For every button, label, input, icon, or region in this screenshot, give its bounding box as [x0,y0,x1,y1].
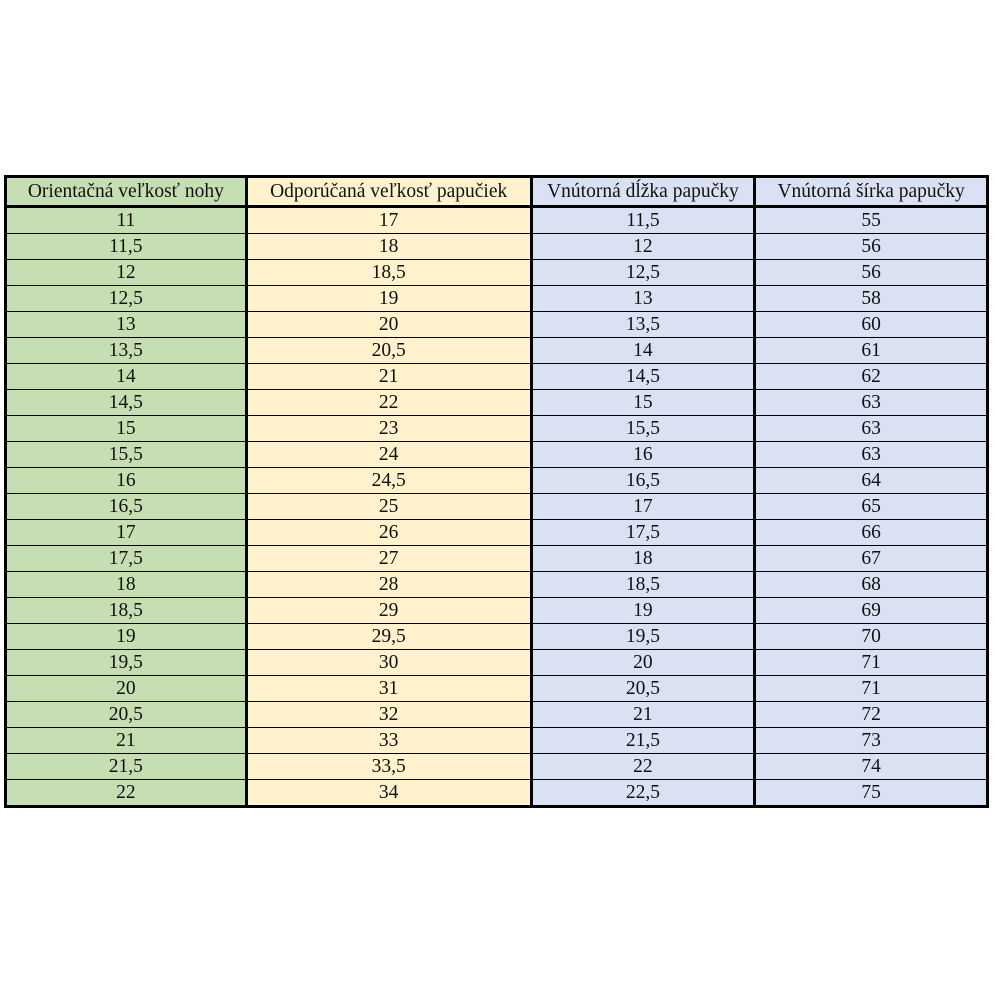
cell-inner-width: 70 [755,624,988,650]
cell-inner-length: 22,5 [531,780,755,807]
table-header [6,177,988,207]
cell-inner-width: 68 [755,572,988,598]
cell-inner-length: 20 [531,650,755,676]
cell-slipper-size: 18,5 [246,260,531,286]
cell-foot-size: 17 [6,520,247,546]
table-row [6,624,988,650]
cell-inner-width: 63 [755,442,988,468]
cell-inner-width: 73 [755,728,988,754]
cell-slipper-size: 24,5 [246,468,531,494]
table-row [6,234,988,260]
cell-inner-width: 66 [755,520,988,546]
cell-inner-length: 18,5 [531,572,755,598]
table-row [6,390,988,416]
cell-inner-width: 63 [755,390,988,416]
cell-foot-size: 11,5 [6,234,247,260]
header-inner-length: Vnútorná dĺžka papučky [531,177,755,207]
cell-inner-width: 56 [755,260,988,286]
cell-slipper-size: 24 [246,442,531,468]
table-body [6,207,988,807]
cell-foot-size: 12,5 [6,286,247,312]
cell-slipper-size: 25 [246,494,531,520]
cell-inner-width: 71 [755,650,988,676]
cell-inner-width: 67 [755,546,988,572]
cell-slipper-size: 19 [246,286,531,312]
cell-inner-length: 12 [531,234,755,260]
cell-foot-size: 19,5 [6,650,247,676]
cell-slipper-size: 32 [246,702,531,728]
table-row [6,702,988,728]
cell-inner-length: 12,5 [531,260,755,286]
cell-foot-size: 20,5 [6,702,247,728]
table-row [6,520,988,546]
cell-slipper-size: 30 [246,650,531,676]
cell-inner-length: 15,5 [531,416,755,442]
table-row [6,754,988,780]
cell-slipper-size: 29,5 [246,624,531,650]
cell-inner-length: 19 [531,598,755,624]
cell-inner-length: 17,5 [531,520,755,546]
cell-slipper-size: 31 [246,676,531,702]
cell-foot-size: 17,5 [6,546,247,572]
cell-inner-width: 75 [755,780,988,807]
cell-foot-size: 14 [6,364,247,390]
cell-inner-length: 13,5 [531,312,755,338]
cell-slipper-size: 20,5 [246,338,531,364]
cell-inner-length: 17 [531,494,755,520]
cell-slipper-size: 23 [246,416,531,442]
cell-slipper-size: 33 [246,728,531,754]
cell-inner-length: 21 [531,702,755,728]
table-row [6,442,988,468]
cell-slipper-size: 20 [246,312,531,338]
table-row [6,780,988,807]
cell-inner-length: 11,5 [531,207,755,234]
cell-slipper-size: 17 [246,207,531,234]
table-row [6,207,988,234]
cell-inner-width: 62 [755,364,988,390]
cell-slipper-size: 21 [246,364,531,390]
cell-slipper-size: 18 [246,234,531,260]
cell-slipper-size: 34 [246,780,531,807]
cell-foot-size: 14,5 [6,390,247,416]
cell-foot-size: 16 [6,468,247,494]
cell-inner-width: 65 [755,494,988,520]
table-row [6,286,988,312]
table-row [6,598,988,624]
cell-inner-length: 18 [531,546,755,572]
header-foot-size: Orientačná veľkosť nohy [6,177,247,207]
cell-foot-size: 15 [6,416,247,442]
cell-foot-size: 19 [6,624,247,650]
cell-inner-length: 20,5 [531,676,755,702]
table-row [6,416,988,442]
cell-inner-length: 16,5 [531,468,755,494]
table-row [6,650,988,676]
header-row [6,177,988,207]
table-row [6,364,988,390]
cell-inner-width: 64 [755,468,988,494]
cell-foot-size: 11 [6,207,247,234]
table-row [6,312,988,338]
cell-inner-width: 60 [755,312,988,338]
cell-foot-size: 13,5 [6,338,247,364]
cell-slipper-size: 26 [246,520,531,546]
cell-foot-size: 20 [6,676,247,702]
table-row [6,494,988,520]
cell-inner-width: 69 [755,598,988,624]
cell-slipper-size: 28 [246,572,531,598]
cell-inner-width: 63 [755,416,988,442]
cell-foot-size: 16,5 [6,494,247,520]
table-row [6,260,988,286]
cell-inner-length: 19,5 [531,624,755,650]
header-inner-width: Vnútorná šírka papučky [755,177,988,207]
cell-foot-size: 18,5 [6,598,247,624]
cell-foot-size: 21,5 [6,754,247,780]
cell-inner-width: 61 [755,338,988,364]
cell-foot-size: 12 [6,260,247,286]
cell-inner-width: 56 [755,234,988,260]
table-row [6,728,988,754]
cell-foot-size: 21 [6,728,247,754]
cell-inner-length: 16 [531,442,755,468]
header-recommended-slipper-size: Odporúčaná veľkosť papučiek [246,177,531,207]
cell-slipper-size: 27 [246,546,531,572]
cell-foot-size: 18 [6,572,247,598]
cell-inner-width: 55 [755,207,988,234]
cell-foot-size: 15,5 [6,442,247,468]
cell-inner-length: 13 [531,286,755,312]
cell-foot-size: 13 [6,312,247,338]
cell-inner-length: 14 [531,338,755,364]
table-row [6,546,988,572]
table-row [6,338,988,364]
cell-inner-width: 72 [755,702,988,728]
table-row [6,676,988,702]
cell-inner-width: 58 [755,286,988,312]
cell-inner-length: 21,5 [531,728,755,754]
cell-inner-length: 15 [531,390,755,416]
cell-inner-width: 71 [755,676,988,702]
size-chart-table [4,175,989,808]
table-row [6,468,988,494]
table-row [6,572,988,598]
cell-slipper-size: 33,5 [246,754,531,780]
cell-inner-width: 74 [755,754,988,780]
cell-inner-length: 22 [531,754,755,780]
cell-slipper-size: 22 [246,390,531,416]
cell-slipper-size: 29 [246,598,531,624]
cell-inner-length: 14,5 [531,364,755,390]
cell-foot-size: 22 [6,780,247,807]
